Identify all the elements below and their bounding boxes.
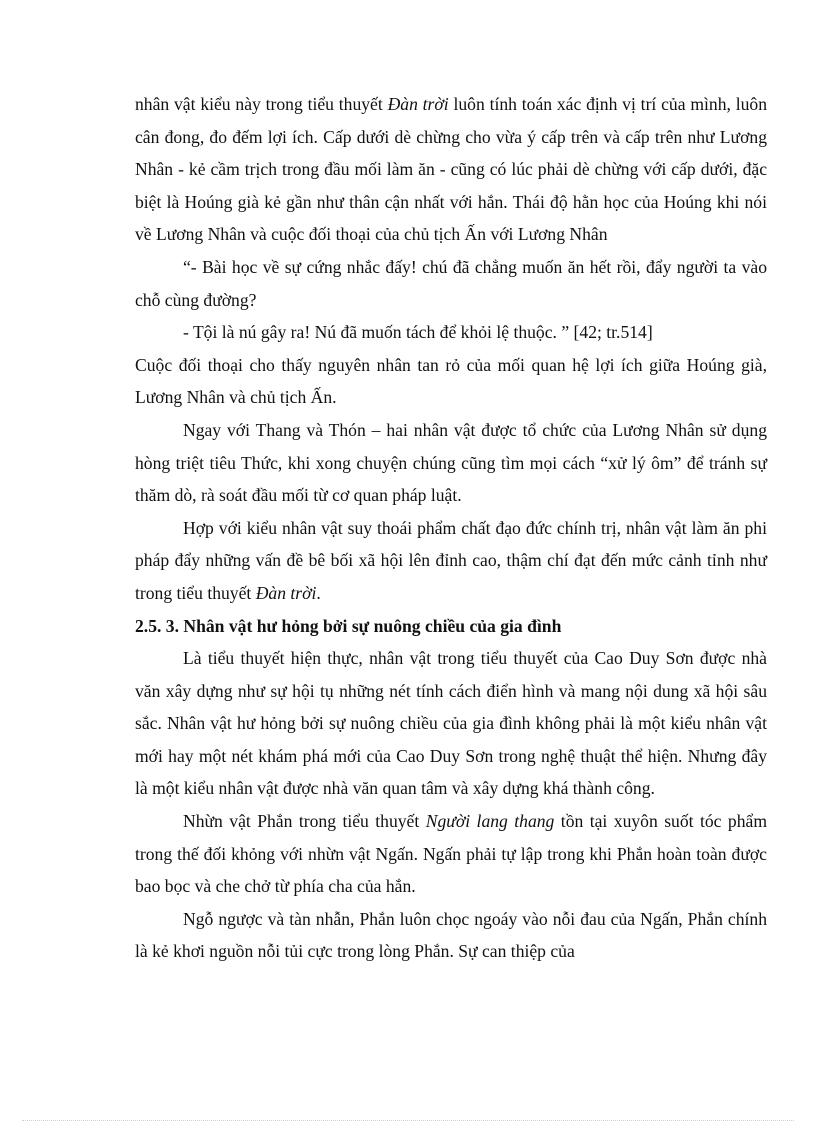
- paragraph-5: Ngay với Thang và Thón – hai nhân vật được tổ chức của Lương Nhân sử dụng hòng triệt tiêu Thức, khi xong chuyện chúng cũng tìm mọi cách “xử lý ôm” để tránh sự thăm dò, rà soát đầu mối từ cơ quan pháp luật.: [135, 419, 767, 506]
- quote-line-1: “- Bài học về sự cứng nhắc đấy! chú đã chẳng muốn ăn hết rồi, đẩy người ta vào chỗ cùng đường?: [135, 256, 767, 310]
- paragraph-1-text-c: luôn tính toán xác định vị trí của mình, luôn cân đong, đo đếm lợi ích. Cấp dưới dè chừng cho vừa ý cấp trên và cấp trên như Lương Nhân - kẻ cầm trịch trong đầu mối làm ăn - cũng có lúc phải dè chừng với cấp dưới, đặc biệt là Hoúng già kẻ gần như thân cận nhất với hắn. Thái độ hằn học của Hoúng khi nói về Lương Nhân và cuộc đối thoại của chủ tịch Ấn với Lương Nhân: [135, 94, 767, 245]
- paragraph-7: Là tiểu thuyết hiện thực, nhân vật trong tiểu thuyết của Cao Duy Sơn được nhà văn xây dựng như sự hội tụ những nét tính cách điển hình và mang nội dung xã hội sâu sắc. Nhân vật hư hỏng bởi sự nuông chiều của gia đình không phải là một kiểu nhân vật mới hay một nét khám phá mới của Cao Duy Sơn trong nghệ thuật thể hiện. Nhưng đây là một kiểu nhân vật được nhà văn quan tâm và xây dựng khá thành công.: [135, 648, 767, 799]
- paragraph-1: [135, 88, 767, 251]
- document-body: [135, 88, 767, 968]
- paragraph-6-text-c: .: [316, 582, 321, 603]
- paragraph-6: [135, 512, 767, 610]
- paragraph-1-text-a: nhân vật kiểu này trong tiểu thuyết: [135, 94, 388, 114]
- paragraph-4: Cuộc đối thoại cho thấy nguyên nhân tan rỏ của mối quan hệ lợi ích giữa Hoúng già, Lương Nhân và chủ tịch Ấn.: [135, 354, 767, 408]
- page-bottom-divider: [22, 1120, 794, 1121]
- quote-line-2: - Tội là nú gây ra! Nú đã muốn tách để khỏi lệ thuộc. ” [42; tr.514]: [183, 322, 653, 343]
- section-heading: 2.5. 3. Nhân vật hư hỏng bởi sự nuông chiều của gia đình: [135, 615, 562, 636]
- book-title-nguoi-lang-thang: Người lang thang: [425, 811, 555, 832]
- paragraph-8: [135, 805, 767, 903]
- paragraph-9: Ngỗ ngược và tàn nhẫn, Phắn luôn chọc ngoáy vào nỗi đau của Ngấn, Phắn chính là kẻ khơi nguồn nỗi tủi cực trong lòng Phắn. Sự can thiệp của: [135, 908, 767, 962]
- book-title-dan-troi: Đàn trời: [387, 94, 449, 114]
- book-title-dan-troi-2: Đàn trời: [255, 582, 317, 603]
- paragraph-6-text-a: Hợp với kiểu nhân vật suy thoái phẩm chất đạo đức chính trị, nhân vật làm ăn phi pháp đẩy những vấn đề bê bối xã hội lên đỉnh cao, thậm chí đạt đến mức cảnh tỉnh như trong tiểu thuyết: [135, 517, 767, 603]
- paragraph-8-text-a: Nhừn vật Phắn trong tiểu thuyết: [183, 811, 426, 832]
- paragraph-8-text-c: tồn tại xuyôn suốt tóc phẩm trong thế đối khỏng với nhừn vật Ngấn. Ngấn phải tự lập trong khi Phắn hoàn toàn được bao bọc và che chở từ phía cha của hắn.: [135, 811, 767, 897]
